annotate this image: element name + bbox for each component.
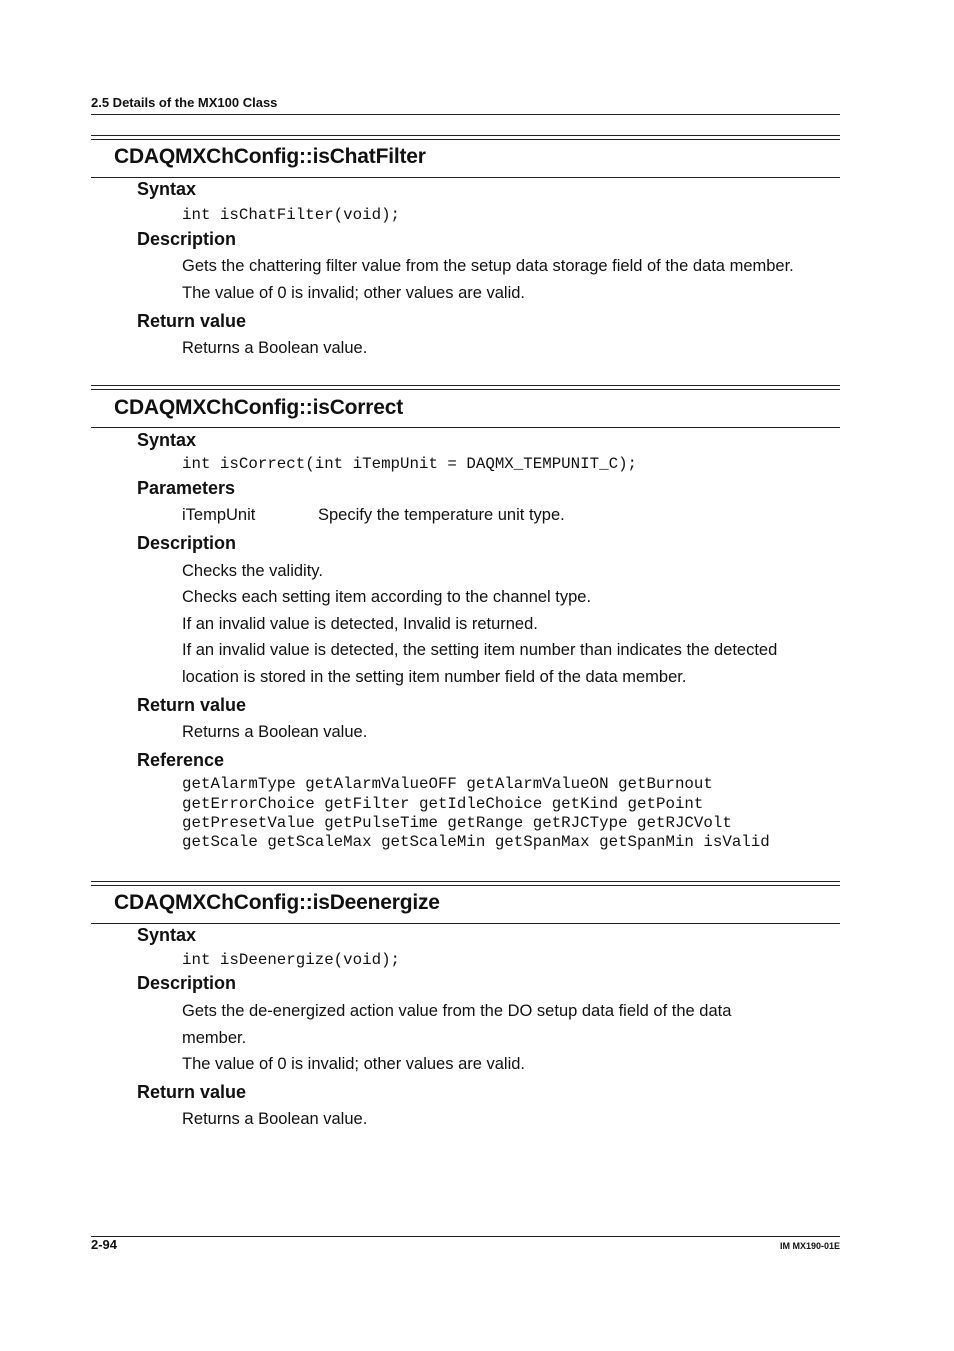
syntax-code: int isChatFilter(void); [182, 206, 401, 224]
page-number: 2-94 [91, 1237, 118, 1252]
reference-heading: Reference [137, 750, 225, 770]
header-rule [91, 114, 840, 115]
section-rule-top [91, 881, 840, 882]
return-value-text: Returns a Boolean value. [182, 339, 368, 357]
footer-rule [91, 1236, 840, 1237]
section-rule-top-inner [91, 389, 840, 390]
section-title-rule [91, 923, 840, 924]
return-value-heading: Return value [137, 311, 247, 331]
return-value-heading: Return value [137, 1082, 247, 1102]
syntax-heading: Syntax [137, 430, 197, 450]
reference-line: getPresetValue getPulseTime getRange getRJCType getRJCVolt [182, 814, 732, 832]
syntax-heading: Syntax [137, 925, 197, 945]
return-value-text: Returns a Boolean value. [182, 1110, 368, 1128]
section-title-rule [91, 427, 840, 428]
description-line: The value of 0 is invalid; other values are valid. [182, 284, 526, 302]
description-heading: Description [137, 973, 237, 993]
description-line: member. [182, 1029, 247, 1047]
reference-line: getScale getScaleMax getScaleMin getSpanMax getSpanMin isValid [182, 833, 770, 851]
description-heading: Description [137, 229, 237, 249]
return-value-heading: Return value [137, 695, 247, 715]
parameter-description: Specify the temperature unit type. [318, 506, 565, 524]
syntax-code: int isCorrect(int iTempUnit = DAQMX_TEMPUNIT_C); [182, 455, 638, 473]
parameter-name: iTempUnit [182, 506, 256, 524]
parameters-heading: Parameters [137, 478, 236, 498]
syntax-code: int isDeenergize(void); [182, 951, 401, 969]
description-heading: Description [137, 533, 237, 553]
function-title-iscorrect: CDAQMXChConfig::isCorrect [114, 396, 403, 419]
section-rule-top-inner [91, 885, 840, 886]
description-line: Checks each setting item according to the channel type. [182, 588, 592, 606]
description-line: If an invalid value is detected, the setting item number than indicates the detected [182, 641, 778, 659]
reference-line: getErrorChoice getFilter getIdleChoice getKind getPoint [182, 795, 704, 813]
section-rule-top-inner [91, 139, 840, 140]
description-line: Checks the validity. [182, 562, 323, 580]
function-title-isdeenergize: CDAQMXChConfig::isDeenergize [114, 891, 440, 914]
description-line: If an invalid value is detected, Invalid is returned. [182, 615, 538, 633]
syntax-heading: Syntax [137, 179, 197, 199]
function-title-ischatfilter: CDAQMXChConfig::isChatFilter [114, 145, 426, 168]
description-line: Gets the chattering filter value from the setup data storage field of the data member. [182, 257, 794, 275]
document-id: IM MX190-01E [779, 1241, 840, 1251]
section-rule-top [91, 135, 840, 136]
return-value-text: Returns a Boolean value. [182, 723, 368, 741]
reference-line: getAlarmType getAlarmValueOFF getAlarmValueON getBurnout [182, 775, 713, 793]
description-line: The value of 0 is invalid; other values are valid. [182, 1055, 526, 1073]
running-head: 2.5 Details of the MX100 Class [91, 95, 278, 110]
section-rule-top [91, 385, 840, 386]
section-title-rule [91, 177, 840, 178]
description-line: Gets the de-energized action value from the DO setup data field of the data [182, 1002, 732, 1020]
description-line: location is stored in the setting item number field of the data member. [182, 668, 687, 686]
